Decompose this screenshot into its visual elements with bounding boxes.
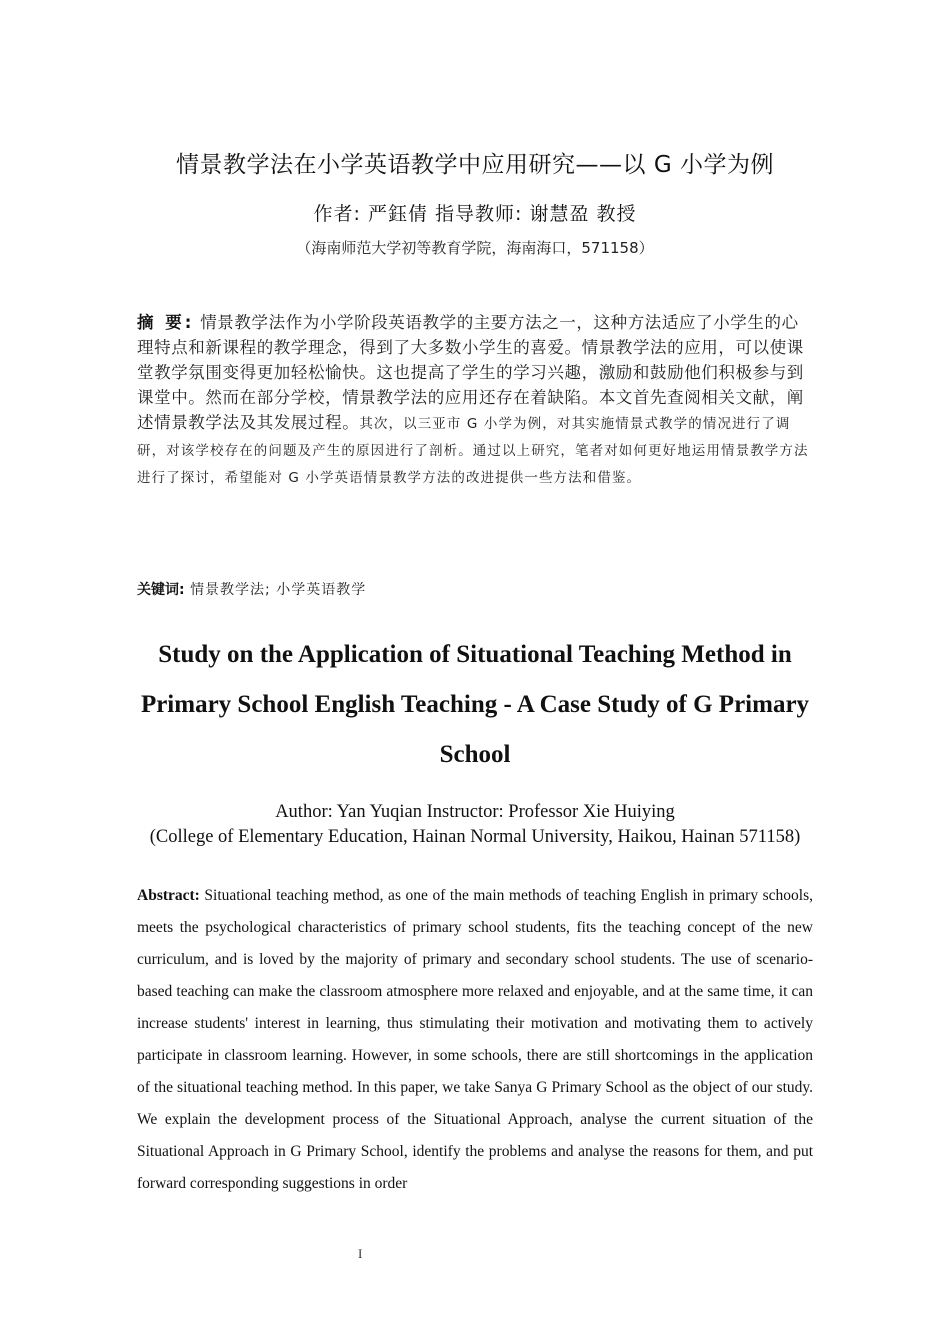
english-affiliation: (College of Elementary Education, Hainan Normal University, Haikou, Hainan 571158) — [149, 827, 801, 847]
chinese-abstract — [137, 310, 813, 491]
chinese-abstract-text-large: 情景教学法作为小学阶段英语教学的主要方法之一，这种方法适应了小学生的心理特点和新课程的教学理念，得到了大多数小学生的喜爱。情景教学法的应用，可以使课堂教学氛围变得更加轻松愉快。这也提高了学生的学习兴趣，激励和鼓励他们积极参与到课堂中。然而在部分学校，情景教学法的应用还存在着缺陷。本文首先查阅相关文献，阐述情景教学法及其发展过程。 — [137, 313, 804, 432]
english-author-line: Author: Yan Yuqian Instructor: Professor Xie Huiying — [275, 802, 675, 822]
english-abstract-text: Situational teaching method, as one of the main methods of teaching English in primary schools, meets the psychological characteristics of primary school students, fits the teaching concept of the new curriculum, and is loved by the majority of primary and secondary school students. The use of scenario-based teaching can make the classroom atmosphere more relaxed and enjoyable, and at the same time, it can increase students' interest in learning, thus stimulating their motivation and motivating them to actively participate in classroom learning. However, in some schools, there are still shortcomings in the application of the situational teaching method. In this paper, we take Sanya G Primary School as the object of our study. We explain the development process of the Situational Approach, analyse the current situation of the Situational Approach in G Primary School, identify the problems and analyse the reasons for them, and put forward corresponding suggestions in order — [137, 887, 813, 1192]
english-abstract-label: Abstract: — [137, 887, 200, 904]
chinese-abstract-text-small: 其次，以三亚市 G 小学为例，对其实施情景式教学的情况进行了调研，对该学校存在的问题及产生的原因进行了剖析。通过以上研究，笔者对如何更好地运用情景教学方法进行了探讨，希望能对 G 小学英语情景教学方法的改进提供一些方法和借鉴。 — [137, 416, 809, 486]
chinese-abstract-label: 摘 要: — [137, 313, 195, 332]
page-number: I — [358, 1246, 363, 1261]
chinese-author-line: 作者: 严鈺倩 指导教师: 谢慧盈 教授 — [313, 203, 637, 225]
english-title: Study on the Application of Situational Teaching Method in Primary School English Teaching - A Case Study of G Primary School — [140, 641, 810, 768]
chinese-keywords — [137, 579, 813, 599]
chinese-keywords-text: 情景教学法; 小学英语教学 — [190, 582, 367, 598]
chinese-title: 情景教学法在小学英语教学中应用研究——以 G 小学为例 — [176, 152, 774, 178]
chinese-affiliation: （海南师范大学初等教育学院，海南海口，571158） — [296, 239, 654, 257]
chinese-keywords-label: 关键词: — [137, 582, 185, 598]
english-abstract — [137, 880, 813, 1200]
